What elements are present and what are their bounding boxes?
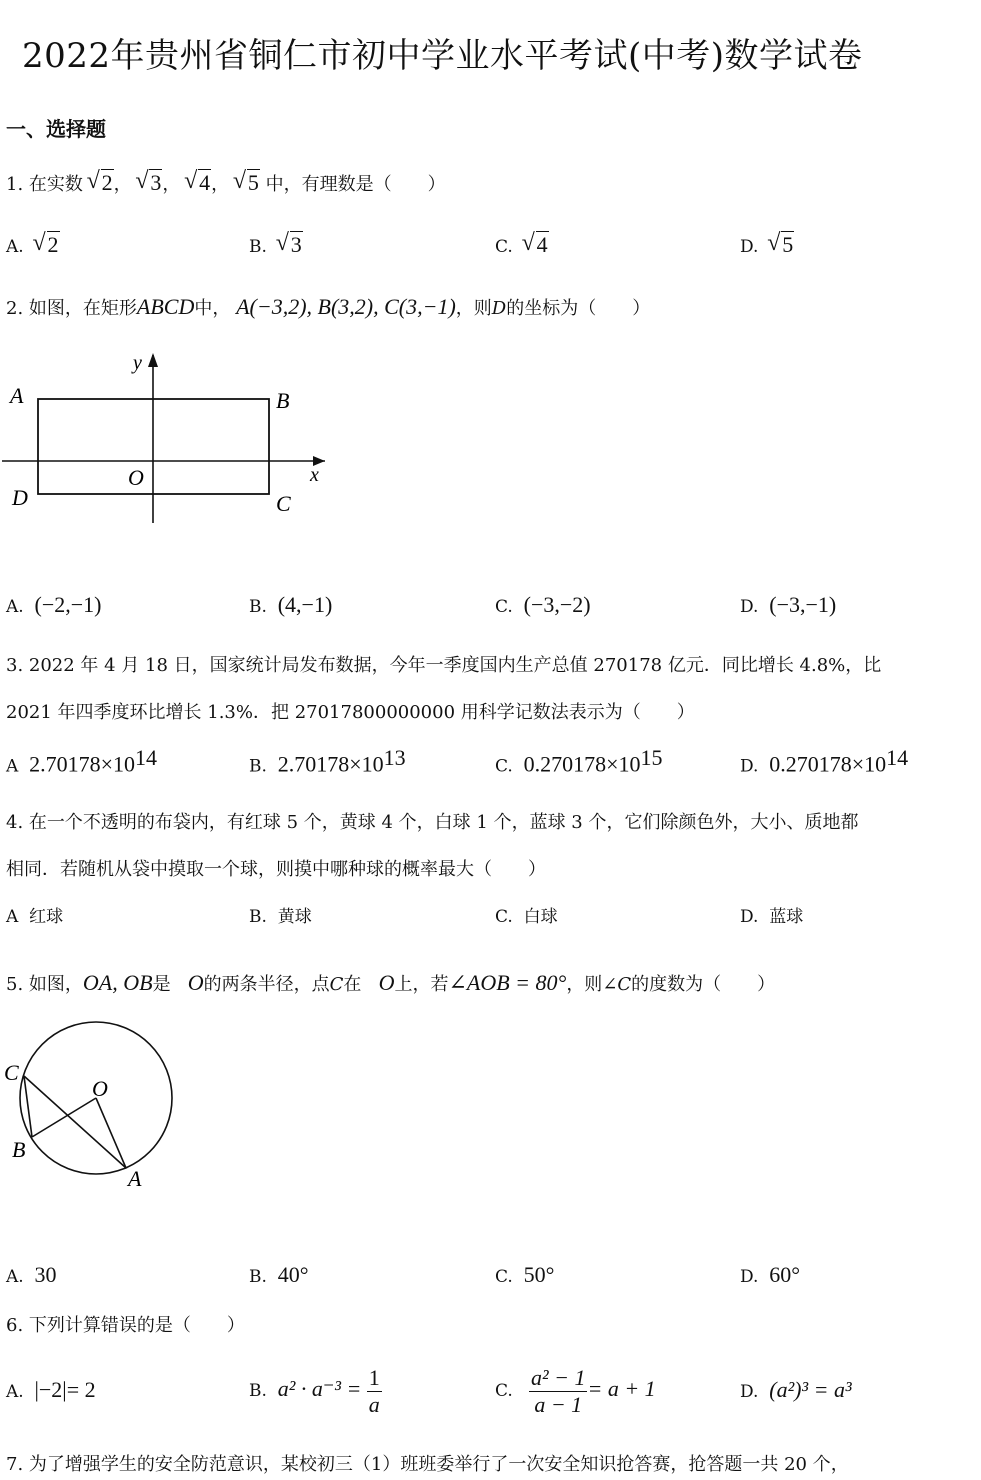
- q1-sqrt-5: √ 5: [235, 170, 260, 196]
- q6-c-fraction: $\frac{\text{a² − 1}}{a - 1}$: [531, 1365, 586, 1417]
- q1-suffix: 中，有理数是（ ）: [265, 174, 446, 195]
- q5-option-d[interactable]: D. 60°: [740, 1262, 801, 1287]
- label-c: C: [276, 491, 291, 516]
- q5-option-a[interactable]: A. 30: [6, 1262, 57, 1287]
- label-origin: O: [128, 465, 144, 490]
- q6-option-c[interactable]: C. $\frac{\text{a² − 1}}{a - 1}$ = a + 1: [495, 1365, 656, 1417]
- label-b: B: [12, 1137, 26, 1162]
- question-6-options: [0, 1365, 981, 1425]
- label-a: A: [128, 1166, 142, 1191]
- figure-circle: [0, 1020, 200, 1195]
- q5-option-c[interactable]: C. 50°: [495, 1262, 555, 1287]
- question-5-options: [0, 1262, 981, 1302]
- q3-option-a[interactable]: A $2.70178\times 10^{14}$: [6, 745, 158, 777]
- q1-option-d[interactable]: D. √ 5: [740, 232, 794, 258]
- y-axis-arrow-icon: [148, 353, 158, 367]
- question-1-stem: 1. 在实数 √ 2， √ 3， √ 4， √ 5 中，有理数是（ ）: [6, 170, 446, 196]
- q6-option-d[interactable]: D. (a²)³ = a³: [740, 1377, 852, 1402]
- label-x: x: [310, 464, 319, 486]
- question-3-options: [0, 745, 981, 785]
- q5-option-b[interactable]: B. 40°: [249, 1262, 309, 1287]
- q2-option-c[interactable]: C. (−3,−2): [495, 592, 591, 617]
- question-3-line1: 3. 2022 年 4 月 18 日，国家统计局发布数据，今年一季度国内生产总值 270178 亿元．同比增长 4.8%，比: [6, 655, 882, 676]
- section-heading: 一、选择题: [6, 117, 106, 141]
- q3-option-d[interactable]: D. $0.270178\times 10^{14}$: [740, 745, 909, 777]
- q3-option-c[interactable]: C. $0.270178\times 10^{15}$: [495, 745, 663, 777]
- question-3-line2: 2021 年四季度环比增长 1.3%．把 27017800000000 用科学记数法表示为（ ）: [6, 702, 695, 723]
- label-d: D: [12, 485, 28, 510]
- q6-option-a[interactable]: A. |−2|= 2: [6, 1377, 96, 1402]
- label-b: B: [276, 388, 290, 413]
- question-6-stem: 6. 下列计算错误的是（ ）: [6, 1315, 245, 1336]
- question-7-line1: 7. 为了增强学生的安全防范意识，某校初三（1）班班委举行了一次安全知识抢答赛，抢答题一共 20 个，: [6, 1454, 849, 1475]
- q2-option-d[interactable]: D. (−3,−1): [740, 592, 837, 617]
- q6-b-fraction: $\frac{1}{a}$: [368, 1365, 380, 1417]
- figure-rectangle-coordinates: [0, 345, 340, 530]
- q1-prefix: 1. 在实数: [6, 174, 83, 195]
- q4-option-a[interactable]: A 红球: [6, 907, 64, 927]
- segment-cb: [24, 1076, 32, 1137]
- label-c: C: [4, 1060, 19, 1085]
- q1-option-a[interactable]: A. √ 2: [6, 232, 60, 258]
- q3-option-b[interactable]: B. $2.70178\times 10^{13}$: [249, 745, 406, 777]
- q4-option-d[interactable]: D. 蓝球: [740, 907, 804, 927]
- question-4-options: [0, 902, 981, 942]
- label-y: y: [133, 352, 142, 374]
- q2-option-b[interactable]: B. (4,−1): [249, 592, 333, 617]
- q4-option-b[interactable]: B. 黄球: [249, 907, 312, 927]
- label-o: O: [92, 1076, 108, 1101]
- q1-option-c[interactable]: C. √ 4: [495, 232, 549, 258]
- q1-sqrt-4: √ 4: [186, 170, 211, 196]
- label-a: A: [10, 383, 24, 408]
- q1-sqrt-2: √ 2: [89, 170, 114, 196]
- question-5-stem: 5. 如图，OA, OB是 O的两条半径，点C在 O上，若∠AOB = 80°，则∠C的度数为（ ）: [6, 970, 776, 995]
- segment-ca: [24, 1076, 126, 1168]
- q1-sqrt-3: √ 3: [137, 170, 162, 196]
- question-4-line2: 相同．若随机从袋中摸取一个球，则摸中哪种球的概率最大（ ）: [6, 859, 546, 880]
- q2-option-a[interactable]: A. (−2,−1): [6, 592, 102, 617]
- q4-option-c[interactable]: C. 白球: [495, 907, 558, 927]
- q6-option-b[interactable]: B. a² · a⁻³ = $\frac{1}{a}$: [249, 1365, 380, 1417]
- question-4-line1: 4. 在一个不透明的布袋内，有红球 5 个，黄球 4 个，白球 1 个，蓝球 3 个，它们除颜色外，大小、质地都: [6, 812, 859, 833]
- question-2-options: [0, 592, 981, 632]
- radius-ob: [32, 1098, 96, 1137]
- question-1-options: [0, 232, 981, 272]
- page-title: 2022年贵州省铜仁市初中学业水平考试(中考)数学试卷: [22, 36, 863, 76]
- question-2-stem: 2. 如图，在矩形ABCD中， A(−3,2), B(3,2), C(3,−1)，则D的坐标为（ ）: [6, 294, 651, 319]
- radius-oa: [96, 1098, 126, 1168]
- q1-option-b[interactable]: B. √ 3: [249, 232, 303, 258]
